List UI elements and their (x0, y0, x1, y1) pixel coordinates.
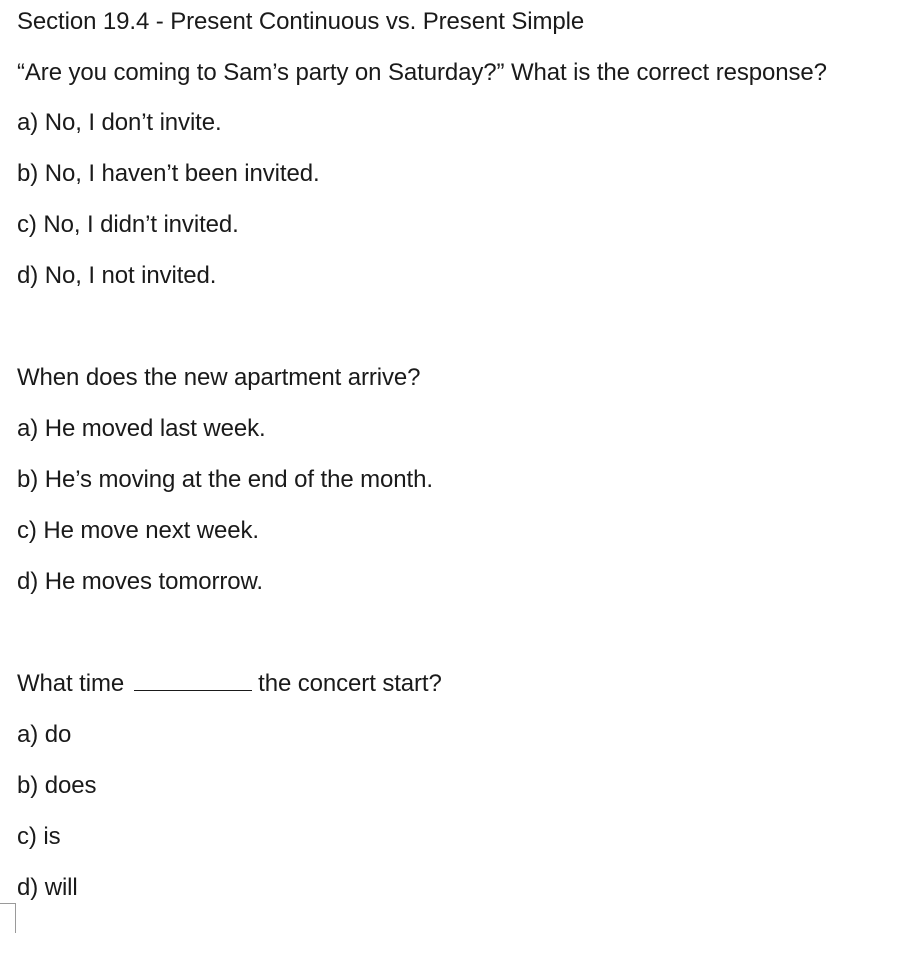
question-2-option-d: d) He moves tomorrow. (17, 568, 263, 595)
question-3-prompt-after: the concert start? (258, 670, 442, 697)
question-3-prompt-before: What time (17, 670, 125, 697)
question-2-option-c: c) He move next week. (17, 517, 259, 544)
question-1-option-a: a) No, I don’t invite. (17, 109, 222, 136)
question-3-prompt (17, 670, 442, 698)
question-3-option-b: b) does (17, 772, 97, 799)
question-1-option-d: d) No, I not invited. (17, 262, 217, 289)
question-2-prompt: When does the new apartment arrive? (17, 364, 421, 391)
question-2-option-b: b) He’s moving at the end of the month. (17, 466, 433, 493)
text-cursor-marker (0, 903, 16, 933)
fill-in-blank (134, 670, 252, 691)
question-1-option-b: b) No, I haven’t been invited. (17, 160, 320, 187)
question-3-option-a: a) do (17, 721, 72, 748)
question-1-prompt: “Are you coming to Sam’s party on Saturday?” What is the correct response? (17, 59, 827, 86)
question-3-option-d: d) will (17, 874, 78, 901)
section-title: Section 19.4 - Present Continuous vs. Present Simple (17, 8, 585, 35)
question-3-option-c: c) is (17, 823, 61, 850)
question-1-option-c: c) No, I didn’t invited. (17, 211, 239, 238)
question-2-option-a: a) He moved last week. (17, 415, 266, 442)
